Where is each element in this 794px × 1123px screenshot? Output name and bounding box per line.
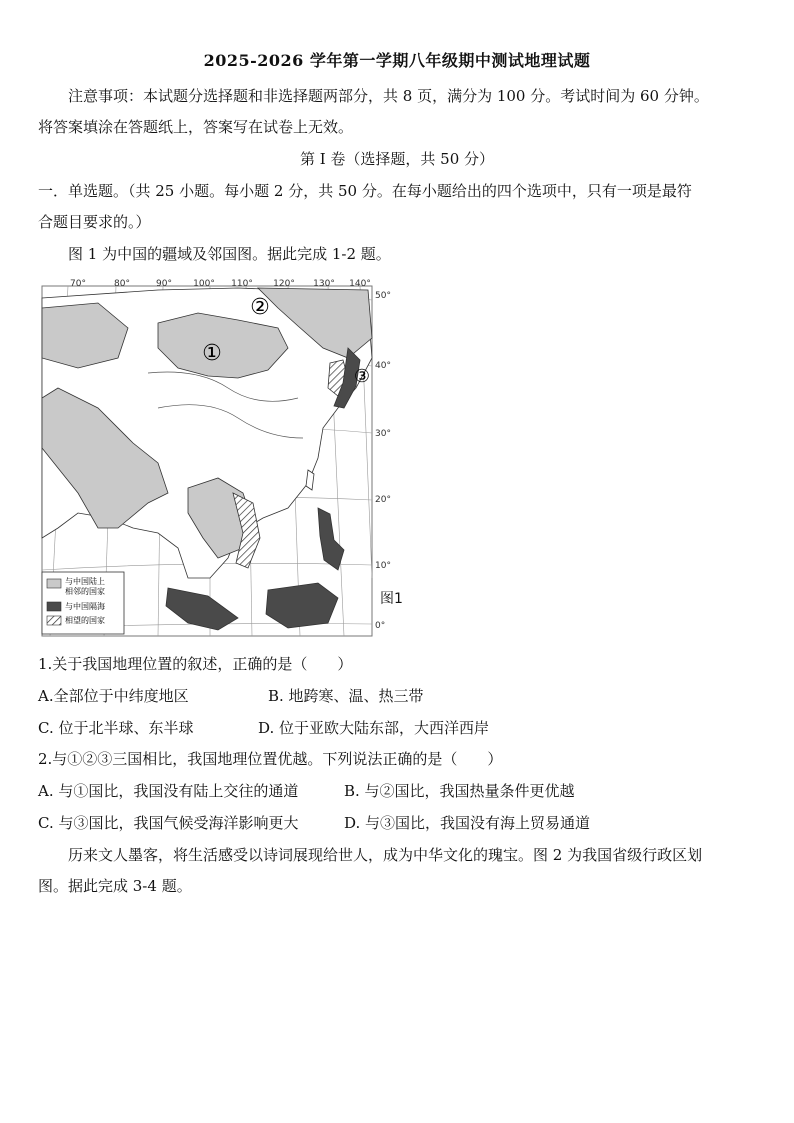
legend-sea-1: 与中国隔海 xyxy=(65,602,105,611)
q2-option-a[interactable]: A. 与①国比，我国没有陆上交往的通道 xyxy=(38,782,299,800)
lat-tick: 50° xyxy=(375,291,391,301)
intro-q1-2: 图 1 为中国的疆域及邻国图。据此完成 1-2 题。 xyxy=(68,245,391,263)
q1-option-b[interactable]: B. 地跨寒、温、热三带 xyxy=(268,687,424,705)
legend-sea-2: 相望的国家 xyxy=(65,616,105,625)
exam-title: 2025-2026 学年第一学期八年级期中测试地理试题 xyxy=(203,51,591,70)
figure-1-label: 图1 xyxy=(380,591,403,607)
lat-tick: 40° xyxy=(375,361,391,371)
q2-option-c[interactable]: C. 与③国比，我国气候受海洋影响更大 xyxy=(38,814,299,832)
figure-1-map xyxy=(38,278,392,640)
q1-stem: 1.关于我国地理位置的叙述，正确的是（ ） xyxy=(38,655,353,673)
q2-option-b[interactable]: B. 与②国比，我国热量条件更优越 xyxy=(344,782,575,800)
lon-tick: 70° xyxy=(70,279,86,289)
lat-tick: 0° xyxy=(375,621,386,631)
lon-tick: 120° xyxy=(273,279,295,289)
map-legend xyxy=(42,572,124,634)
neighbor-indonesia xyxy=(266,583,338,628)
legend-swatch-hatch xyxy=(47,616,61,625)
lat-tick: 30° xyxy=(375,429,391,439)
q1-option-a[interactable]: A.全部位于中纬度地区 xyxy=(38,687,189,705)
legend-land-1: 与中国陆上 xyxy=(65,577,105,586)
notice-line-1: 注意事项：本试题分选择题和非选择题两部分，共 8 页，满分为 100 分。考试时间为 60 分钟。 xyxy=(68,87,709,105)
q1-option-c[interactable]: C. 位于北半球、东半球 xyxy=(38,719,194,737)
part-heading-line-1: 一．单选题。（共 25 小题。每小题 2 分，共 50 分。在每小题给出的四个选项中，只有一项是最符 xyxy=(38,182,692,200)
lon-tick: 90° xyxy=(156,279,172,289)
q1-option-d[interactable]: D. 位于亚欧大陆东部，大西洋西岸 xyxy=(258,719,490,737)
legend-swatch-sea xyxy=(47,602,61,611)
legend-land-2: 相邻的国家 xyxy=(65,587,105,596)
section-title: 第 I 卷（选择题，共 50 分） xyxy=(299,150,495,168)
map-svg xyxy=(38,278,392,640)
lon-tick: 130° xyxy=(313,279,335,289)
lon-tick: 140° xyxy=(349,279,371,289)
marker-2: ② xyxy=(250,295,270,320)
intro-q3-4-line-1: 历来文人墨客，将生活感受以诗词展现给世人，成为中华文化的瑰宝。图 2 为我国省级行政区划 xyxy=(68,846,703,864)
legend-swatch-land xyxy=(47,579,61,588)
part-heading-line-2: 合题目要求的。） xyxy=(38,213,151,231)
marker-1: ① xyxy=(202,341,222,366)
lat-tick: 10° xyxy=(375,561,391,571)
marker-3: ③ xyxy=(353,366,371,387)
notice-line-2: 将答案填涂在答题纸上，答案写在试卷上无效。 xyxy=(38,118,354,136)
lon-tick: 100° xyxy=(193,279,215,289)
intro-q3-4-line-2: 图。据此完成 3-4 题。 xyxy=(38,877,192,895)
lon-tick: 80° xyxy=(114,279,130,289)
lat-tick: 20° xyxy=(375,495,391,505)
lon-tick: 110° xyxy=(231,279,253,289)
q2-stem: 2.与①②③三国相比，我国地理位置优越。下列说法正确的是（ ） xyxy=(38,750,503,768)
q2-option-d[interactable]: D. 与③国比，我国没有海上贸易通道 xyxy=(344,814,591,832)
